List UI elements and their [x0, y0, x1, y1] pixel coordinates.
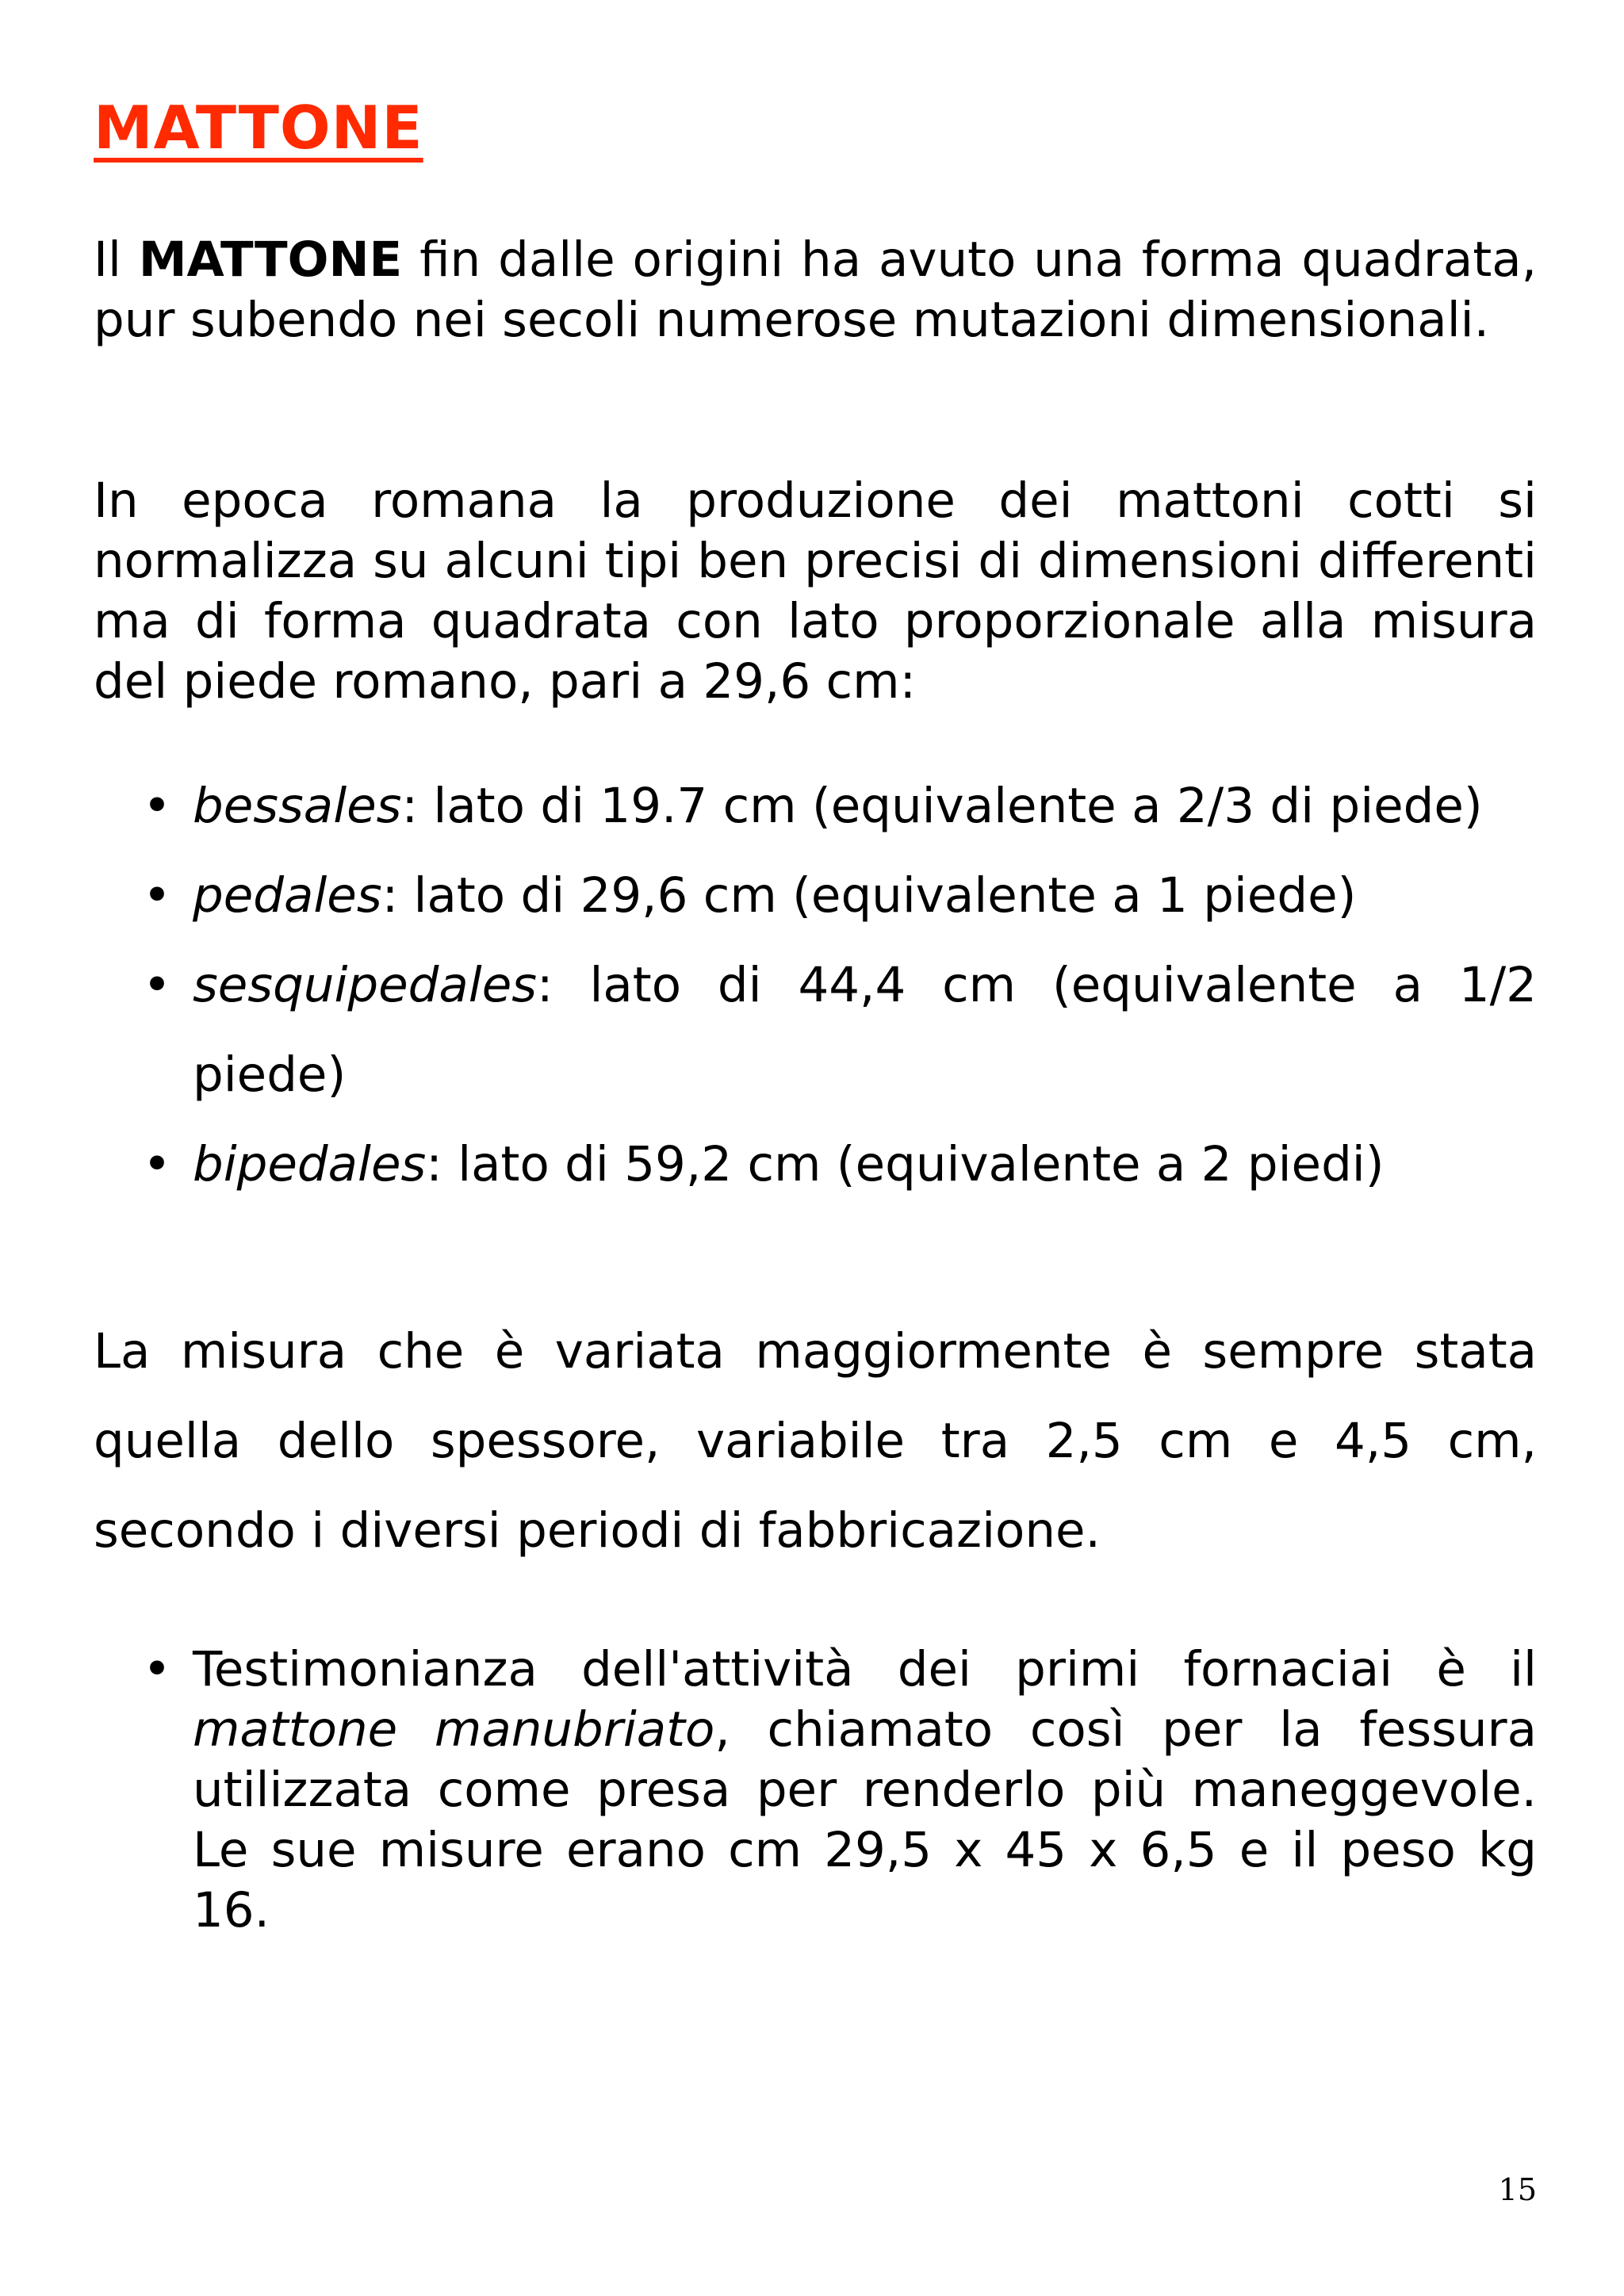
brick-types-list — [94, 761, 1537, 1209]
list-item — [94, 1119, 1537, 1209]
list-item — [94, 1640, 1537, 1941]
type-desc: : lato di 59,2 cm (equivalente a 2 piedi) — [426, 1136, 1385, 1192]
type-desc: : lato di 19.7 cm (equivalente a 2/3 di piede) — [401, 778, 1483, 834]
bullet-icon: • — [143, 778, 171, 834]
bullet-icon: • — [143, 957, 171, 1013]
note-list — [94, 1640, 1537, 1941]
roman-paragraph: In epoca romana la produzione dei mattoni cotti si normalizza su alcuni tipi ben precisi di dimensioni differenti ma di forma quadrata con lato proporzionale alla misura del piede romano, pari a 29,6 cm: — [94, 473, 1537, 710]
bullet-icon: • — [143, 867, 171, 924]
type-desc: : lato di 44,4 cm (equivalente a 1/2 piede) — [193, 957, 1537, 1103]
intro-lead: Il — [94, 232, 139, 288]
type-name: bessales — [193, 778, 402, 834]
page-number: 15 — [1498, 2172, 1537, 2207]
type-name: sesquipedales — [193, 957, 538, 1013]
bullet-icon: • — [143, 1641, 171, 1697]
note-rest: , chiamato così per la fessura utilizzata come presa per renderlo più maneggevole. Le sue misure erano cm 29,5 x 45 x 6,5 e il peso kg 16. — [193, 1701, 1538, 1938]
intro-paragraph — [94, 230, 1537, 350]
type-name: bipedales — [193, 1136, 427, 1192]
note-italic-term: mattone manubriato — [193, 1701, 715, 1758]
list-item — [94, 940, 1537, 1119]
list-item — [94, 851, 1537, 940]
note-lead: Testimonianza dell'attività dei primi fornaciai è il — [193, 1641, 1537, 1697]
bullet-icon: • — [143, 1136, 171, 1192]
list-item — [94, 761, 1537, 851]
type-name: pedales — [193, 867, 382, 924]
thickness-paragraph: La misura che è variata maggiormente è sempre stata quella dello spessore, variabile tra 2,5 cm e 4,5 cm, secondo i diversi periodi di fabbricazione. — [94, 1323, 1537, 1559]
intro-bold-term: MATTONE — [138, 232, 403, 288]
type-desc: : lato di 29,6 cm (equivalente a 1 piede) — [381, 867, 1357, 924]
page-title: MATTONE — [94, 93, 423, 163]
intro-rest: fin dalle origini ha avuto una forma quadrata, pur subendo nei secoli numerose mutazioni dimensionali. — [94, 232, 1538, 348]
